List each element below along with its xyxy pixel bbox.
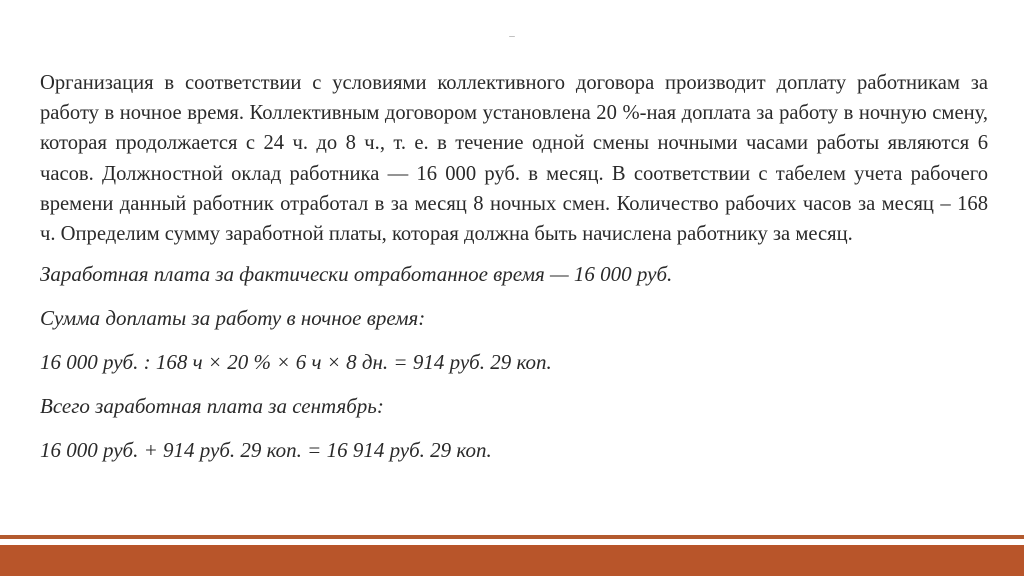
total-salary-heading: Всего заработная плата за сентябрь: xyxy=(40,394,384,419)
salary-actual-line: Заработная плата за фактически отработанное время — 16 000 руб. xyxy=(40,262,673,287)
total-salary-formula: 16 000 руб. + 914 руб. 29 коп. = 16 914 руб. 29 коп. xyxy=(40,438,492,463)
night-bonus-formula: 16 000 руб. : 168 ч × 20 % × 6 ч × 8 дн. = 914 руб. 29 коп. xyxy=(40,350,552,375)
top-mark: – xyxy=(509,30,515,42)
footer-bar xyxy=(0,545,1024,576)
main-paragraph: Организация в соответствии с условиями коллективного договора производит доплату работникам за работу в ночное время. Коллективным договором установлена 20 %-ная доплата за работу в ночную смену, которая продолжается с 24 ч. до 8 ч., т. е. в течение одной смены ночными часами работы являются 6 часов. Должностной оклад работника — 16 000 руб. в месяц. В соответствии с табелем учета рабочего времени данный работник отработал в за месяц 8 ночных смен. Количество рабочих часов за месяц – 168 ч. Определим сумму заработной платы, которая должна быть начислена работнику за месяц. xyxy=(40,72,988,246)
night-bonus-heading: Сумма доплаты за работу в ночное время: xyxy=(40,306,426,331)
accent-line xyxy=(0,535,1024,539)
slide-content xyxy=(40,68,988,464)
